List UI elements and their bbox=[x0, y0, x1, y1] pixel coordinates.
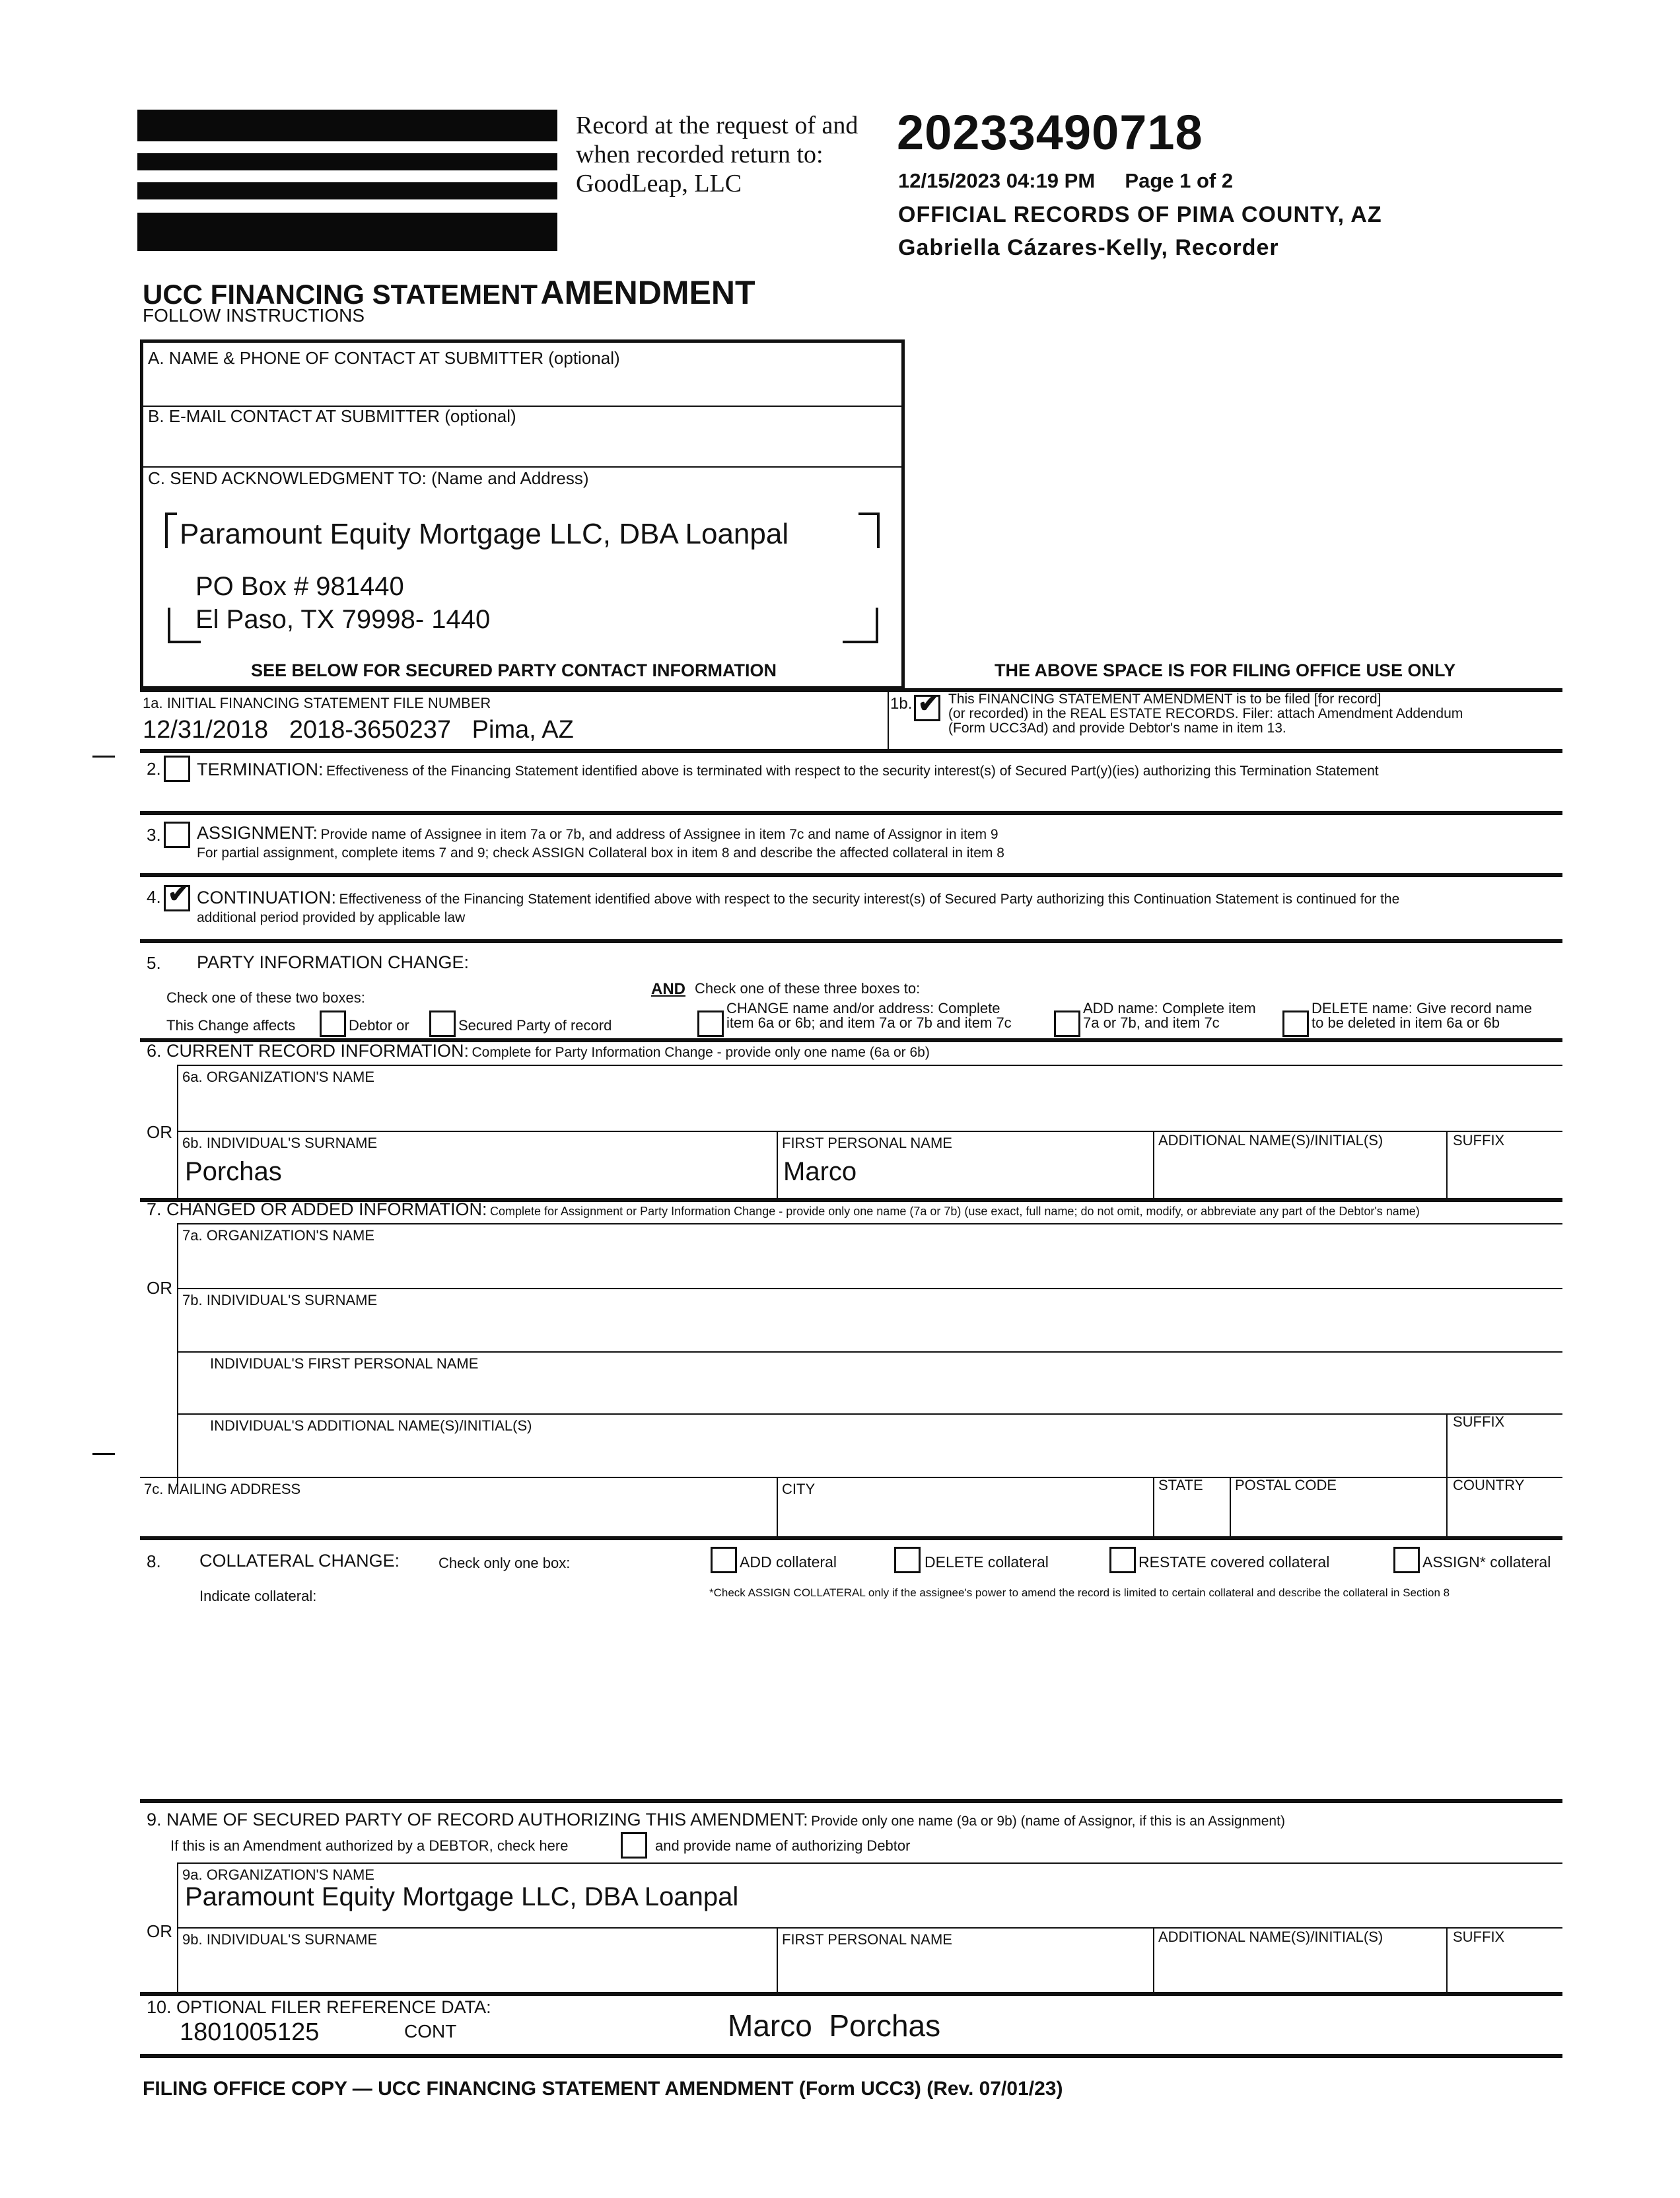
item5-change-text bbox=[726, 1001, 1012, 1030]
item8-assign-checkbox[interactable] bbox=[1393, 1547, 1420, 1573]
item9-debtor-checkbox[interactable] bbox=[621, 1832, 647, 1859]
ack-name: Paramount Equity Mortgage LLC, DBA Loanpal bbox=[180, 518, 789, 550]
item5-change-checkbox[interactable] bbox=[697, 1010, 724, 1037]
item8-num: 8. bbox=[147, 1551, 161, 1571]
item5-check-two: Check one of these two boxes: bbox=[166, 989, 365, 1006]
see-below-note: SEE BELOW FOR SECURED PARTY CONTACT INFORMATION bbox=[251, 660, 777, 680]
page-info: Page 1 of 2 bbox=[1125, 169, 1234, 192]
item1b-text bbox=[948, 692, 1463, 736]
item7-title: 7. CHANGED OR ADDED INFORMATION: bbox=[147, 1199, 487, 1219]
submitter-b-label: B. E-MAIL CONTACT AT SUBMITTER (optional) bbox=[148, 406, 516, 426]
follow-instructions: FOLLOW INSTRUCTIONS bbox=[143, 305, 365, 326]
item5-delete-text bbox=[1312, 1001, 1532, 1030]
ack-address-line3: El Paso, TX 79998- 1440 bbox=[195, 605, 491, 634]
item9b-label: 9b. INDIVIDUAL'S SURNAME bbox=[182, 1931, 378, 1948]
item9-debtor-note2: and provide name of authorizing Debtor bbox=[655, 1837, 911, 1854]
item7-suffix-label: SUFFIX bbox=[1453, 1413, 1505, 1430]
item8-assign-label: ASSIGN* collateral bbox=[1422, 1553, 1551, 1571]
item7-header bbox=[147, 1199, 1420, 1220]
item9-additional-label: ADDITIONAL NAME(S)/INITIAL(S) bbox=[1158, 1929, 1383, 1945]
item9a-value: Paramount Equity Mortgage LLC, DBA Loanpal bbox=[185, 1882, 739, 1911]
item3-checkbox[interactable] bbox=[164, 822, 190, 848]
item1a-value: 12/31/2018 2018-3650237 Pima, AZ bbox=[143, 716, 574, 744]
item6-first-value: Marco bbox=[783, 1157, 857, 1186]
item9a-label: 9a. ORGANIZATION'S NAME bbox=[182, 1866, 375, 1883]
item6b-label: 6b. INDIVIDUAL'S SURNAME bbox=[182, 1135, 378, 1151]
item5-secured-checkbox[interactable] bbox=[429, 1010, 456, 1037]
item1b-checkbox[interactable] bbox=[914, 690, 940, 721]
bracket-bottom-right bbox=[843, 608, 878, 643]
item8-add-checkbox[interactable] bbox=[711, 1547, 737, 1573]
item3-num: 3. bbox=[147, 825, 161, 845]
item8-indicate: Indicate collateral: bbox=[199, 1588, 317, 1604]
official-records: OFFICIAL RECORDS OF PIMA COUNTY, AZ bbox=[898, 202, 1382, 227]
item4-line2: additional period provided by applicable law bbox=[197, 910, 466, 925]
item5-delete-line2: to be deleted in item 6a or 6b bbox=[1312, 1014, 1500, 1031]
item5-add-checkbox[interactable] bbox=[1054, 1010, 1080, 1037]
item8-delete-checkbox[interactable] bbox=[894, 1547, 921, 1573]
item8-delete-label: DELETE collateral bbox=[925, 1553, 1049, 1571]
filing-office-only: THE ABOVE SPACE IS FOR FILING OFFICE USE ONLY bbox=[995, 660, 1456, 680]
item5-this-change: This Change affects bbox=[166, 1017, 296, 1034]
date-time: 12/15/2023 04:19 PM bbox=[898, 169, 1096, 192]
item1a-label: 1a. INITIAL FINANCING STATEMENT FILE NUMBER bbox=[143, 695, 491, 711]
item5-check-three: Check one of these three boxes to: bbox=[695, 980, 921, 997]
item5-change-line1: CHANGE name and/or address: Complete bbox=[726, 1000, 1000, 1016]
item6-note: Complete for Party Information Change - provide only one name (6a or 6b) bbox=[472, 1045, 930, 1060]
submitter-box bbox=[140, 339, 905, 690]
item5-change-line2: item 6a or 6b; and item 7a or 7b and item 7c bbox=[726, 1014, 1012, 1031]
margin-mark bbox=[92, 756, 115, 758]
item6-or: OR bbox=[147, 1122, 172, 1142]
item4-checkbox[interactable] bbox=[164, 880, 190, 911]
item7c-label: 7c. MAILING ADDRESS bbox=[144, 1481, 301, 1497]
item10-ref: 1801005125 bbox=[180, 2018, 320, 2046]
bracket-top-right bbox=[858, 513, 880, 548]
redaction-bar bbox=[137, 213, 557, 251]
item8-restate-label: RESTATE covered collateral bbox=[1138, 1553, 1330, 1571]
item3-title: ASSIGNMENT: bbox=[197, 823, 318, 843]
submitter-a-label: A. NAME & PHONE OF CONTACT AT SUBMITTER (optional) bbox=[148, 348, 620, 368]
item9-suffix-label: SUFFIX bbox=[1453, 1929, 1505, 1945]
ack-address-line2: PO Box # 981440 bbox=[195, 572, 404, 601]
recorder-name: Gabriella Cázares-Kelly, Recorder bbox=[898, 235, 1279, 260]
item7-or: OR bbox=[147, 1278, 172, 1298]
item5-secured-label: Secured Party of record bbox=[458, 1017, 612, 1034]
item7-first-label: INDIVIDUAL'S FIRST PERSONAL NAME bbox=[210, 1355, 479, 1372]
item6a-label: 6a. ORGANIZATION'S NAME bbox=[182, 1069, 375, 1085]
item3-line1: Provide name of Assignee in item 7a or 7b, and address of Assignee in item 7c and name of Assignor in item 9 bbox=[320, 827, 998, 842]
submitter-c-label: C. SEND ACKNOWLEDGMENT TO: (Name and Address) bbox=[148, 468, 589, 488]
item9-note: Provide only one name (9a or 9b) (name of Assignor, if this is an Assignment) bbox=[811, 1814, 1285, 1829]
item8-add-label: ADD collateral bbox=[740, 1553, 837, 1571]
item6-title: 6. CURRENT RECORD INFORMATION: bbox=[147, 1041, 470, 1061]
item3-line2: For partial assignment, complete items 7 and 9; check ASSIGN Collateral box in item 8 and describe the affected collateral in item 8 bbox=[197, 845, 1004, 861]
item5-num: 5. bbox=[147, 953, 161, 973]
item6-suffix-label: SUFFIX bbox=[1453, 1132, 1505, 1149]
margin-mark bbox=[92, 1453, 115, 1455]
item6-surname-value: Porchas bbox=[185, 1157, 282, 1186]
record-request-line2: when recorded return to: bbox=[576, 141, 823, 168]
recording-date-time bbox=[898, 169, 1233, 193]
item5-add-line2: 7a or 7b, and item 7c bbox=[1083, 1014, 1220, 1031]
item5-add-text bbox=[1083, 1001, 1256, 1030]
item8-restate-checkbox[interactable] bbox=[1109, 1547, 1136, 1573]
form-title-prefix: UCC FINANCING STATEMENT bbox=[143, 279, 538, 310]
item7-postal-label: POSTAL CODE bbox=[1235, 1477, 1337, 1493]
item7-note: Complete for Assignment or Party Information Change - provide only one name (7a or 7b) (use exact, full name; do not omit, modify, or abbreviate any part of the Debtor's name) bbox=[490, 1205, 1420, 1218]
item5-and: AND bbox=[651, 980, 685, 998]
item6-first-label: FIRST PERSONAL NAME bbox=[782, 1135, 952, 1151]
item1b-line2: (or recorded) in the REAL ESTATE RECORDS. Filer: attach Amendment Addendum bbox=[948, 706, 1463, 721]
record-request-block bbox=[576, 111, 858, 198]
checkmark-icon: ✔ bbox=[168, 880, 189, 908]
record-request-line1: Record at the request of and bbox=[576, 112, 858, 139]
item1b-num: 1b. bbox=[890, 695, 913, 713]
item9-or: OR bbox=[147, 1921, 172, 1941]
item4-line1: Effectiveness of the Financing Statement identified above with respect to the security interest(s) of Secured Party authorizing this Continuation Statement is continued for the bbox=[339, 892, 1400, 907]
item8-footnote: *Check ASSIGN COLLATERAL only if the assignee's power to amend the record is limited to certain collateral and describe the collateral in Section 8 bbox=[709, 1586, 1450, 1599]
item9-title: 9. NAME OF SECURED PARTY OF RECORD AUTHORIZING THIS AMENDMENT: bbox=[147, 1810, 808, 1829]
item5-debtor-label: Debtor or bbox=[349, 1017, 409, 1034]
record-request-line3: GoodLeap, LLC bbox=[576, 170, 742, 197]
item9-first-label: FIRST PERSONAL NAME bbox=[782, 1931, 952, 1948]
item5-delete-line1: DELETE name: Give record name bbox=[1312, 1000, 1532, 1016]
item7-state-label: STATE bbox=[1158, 1477, 1203, 1493]
item8-title: COLLATERAL CHANGE: bbox=[199, 1551, 400, 1571]
item5-debtor-checkbox[interactable] bbox=[320, 1010, 346, 1037]
item1b-line3: (Form UCC3Ad) and provide Debtor's name in item 13. bbox=[948, 721, 1286, 736]
item7a-label: 7a. ORGANIZATION'S NAME bbox=[182, 1227, 375, 1244]
item2-title: TERMINATION: bbox=[197, 760, 324, 779]
item2-text bbox=[197, 760, 1379, 780]
item4-title: CONTINUATION: bbox=[197, 888, 336, 907]
item5-title: PARTY INFORMATION CHANGE: bbox=[197, 952, 470, 972]
item4-text bbox=[197, 888, 1399, 908]
checkmark-icon: ✔ bbox=[918, 690, 939, 718]
item5-add-line1: ADD name: Complete item bbox=[1083, 1000, 1256, 1016]
form-footer: FILING OFFICE COPY — UCC FINANCING STATEMENT AMENDMENT (Form UCC3) (Rev. 07/01/23) bbox=[143, 2078, 1063, 2100]
item7-country-label: COUNTRY bbox=[1453, 1477, 1525, 1493]
bracket-top-left bbox=[165, 513, 177, 548]
item9-header bbox=[147, 1810, 1285, 1830]
item2-description: Effectiveness of the Financing Statement identified above is terminated with respect to the security interest(s) of Secured Part(y)(ies) authorizing this Termination Statement bbox=[326, 763, 1379, 779]
document-number: 20233490718 bbox=[897, 105, 1203, 160]
item7-city-label: CITY bbox=[782, 1481, 816, 1497]
item4-num: 4. bbox=[147, 887, 161, 907]
redaction-bar bbox=[137, 110, 557, 141]
item6-additional-label: ADDITIONAL NAME(S)/INITIAL(S) bbox=[1158, 1132, 1383, 1149]
item7b-label: 7b. INDIVIDUAL'S SURNAME bbox=[182, 1292, 378, 1308]
item7-additional-label: INDIVIDUAL'S ADDITIONAL NAME(S)/INITIAL(S) bbox=[210, 1417, 532, 1434]
item3-text bbox=[197, 823, 998, 843]
form-title-suffix: AMENDMENT bbox=[540, 274, 755, 311]
redaction-bar bbox=[137, 182, 557, 199]
item2-checkbox[interactable] bbox=[164, 756, 190, 782]
item10-name: Marco Porchas bbox=[728, 2008, 941, 2043]
item6-header bbox=[147, 1041, 930, 1061]
item5-delete-checkbox[interactable] bbox=[1282, 1010, 1309, 1037]
item8-check-only: Check only one box: bbox=[438, 1555, 571, 1571]
item1b-line1: This FINANCING STATEMENT AMENDMENT is to be filed [for record] bbox=[948, 691, 1382, 707]
item10-label: 10. OPTIONAL FILER REFERENCE DATA: bbox=[147, 1997, 491, 2017]
redaction-bar bbox=[137, 153, 557, 170]
item2-num: 2. bbox=[147, 759, 161, 779]
item10-cont: CONT bbox=[404, 2021, 457, 2041]
item9-debtor-note: If this is an Amendment authorized by a DEBTOR, check here bbox=[170, 1837, 569, 1854]
